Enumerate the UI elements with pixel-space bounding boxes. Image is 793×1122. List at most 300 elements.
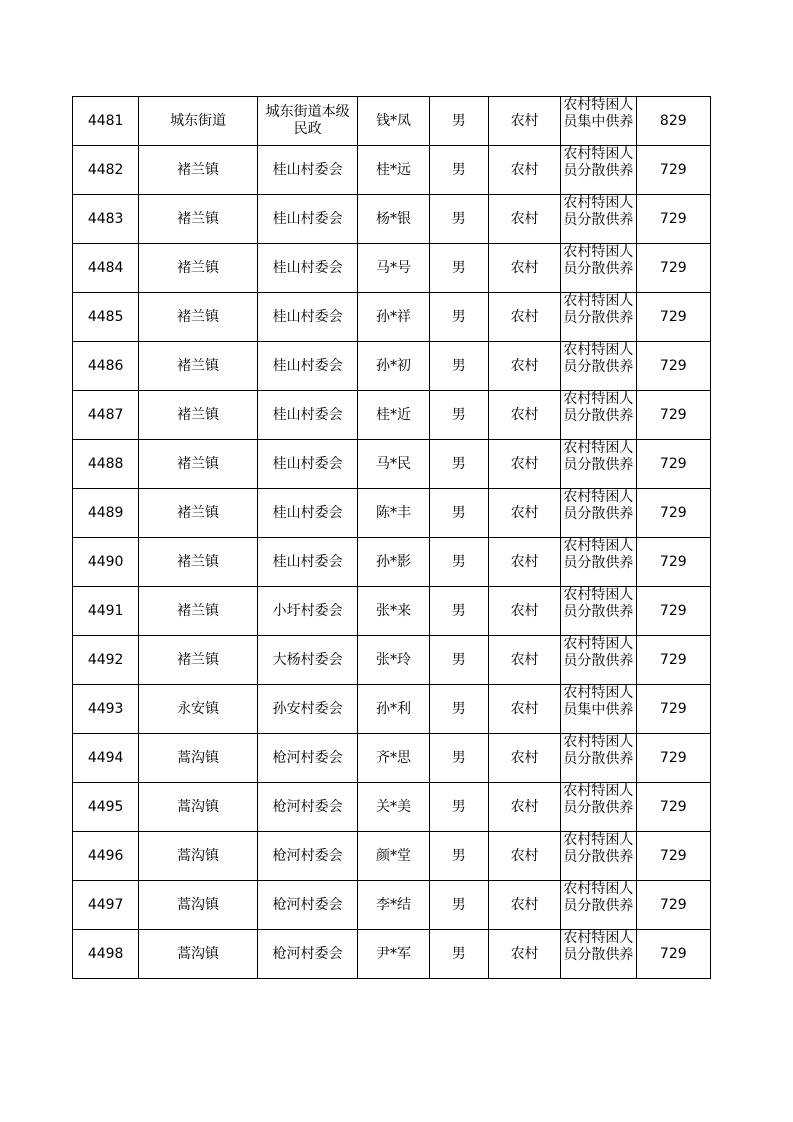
cell-support-type — [561, 391, 636, 440]
cell-amount — [636, 440, 710, 489]
cell-unit-text: 孙安村委会 — [272, 700, 343, 717]
cell-support-type — [561, 342, 636, 391]
cell-town-text: 褚兰镇 — [177, 210, 220, 227]
cell-sex — [429, 734, 488, 783]
cell-area-text: 农村 — [510, 455, 539, 472]
cell-unit-text: 桂山村委会 — [272, 504, 343, 521]
cell-amount-text: 729 — [659, 406, 687, 423]
cell-sex — [429, 489, 488, 538]
cell-person-name-text: 马*民 — [375, 455, 411, 472]
cell-unit — [257, 734, 357, 783]
cell-serial-number-text: 4481 — [87, 112, 124, 129]
cell-person-name-text: 马*号 — [375, 259, 411, 276]
cell-unit-text: 桂山村委会 — [272, 406, 343, 423]
cell-person-name-text: 陈*丰 — [375, 504, 411, 521]
cell-serial-number-text: 4496 — [87, 847, 124, 864]
cell-unit — [257, 293, 357, 342]
cell-unit — [257, 636, 357, 685]
cell-area-text: 农村 — [510, 210, 539, 227]
cell-town-text: 褚兰镇 — [177, 259, 220, 276]
cell-person-name — [358, 538, 429, 587]
table-row — [73, 685, 711, 734]
cell-town — [139, 734, 258, 783]
cell-serial-number — [73, 881, 139, 930]
cell-support-type-text: 农村特困人员分散供养 — [563, 146, 634, 179]
cell-sex — [429, 244, 488, 293]
cell-unit — [257, 97, 357, 146]
cell-support-type — [561, 293, 636, 342]
cell-support-type-text: 农村特困人员分散供养 — [563, 734, 634, 767]
cell-area-text: 农村 — [510, 847, 539, 864]
cell-unit — [257, 685, 357, 734]
cell-area — [488, 391, 560, 440]
cell-sex-text: 男 — [451, 798, 466, 815]
cell-support-type — [561, 587, 636, 636]
cell-unit — [257, 587, 357, 636]
cell-amount-text: 729 — [659, 504, 687, 521]
cell-sex — [429, 146, 488, 195]
cell-support-type — [561, 930, 636, 979]
cell-support-type-text: 农村特困人员分散供养 — [563, 930, 634, 963]
cell-town-text: 蒿沟镇 — [177, 798, 220, 815]
cell-person-name — [358, 832, 429, 881]
cell-person-name-text: 孙*影 — [375, 553, 411, 570]
cell-sex — [429, 783, 488, 832]
cell-amount — [636, 342, 710, 391]
cell-person-name-text: 齐*思 — [375, 749, 411, 766]
cell-unit — [257, 195, 357, 244]
cell-serial-number-text: 4492 — [87, 651, 124, 668]
cell-support-type — [561, 244, 636, 293]
cell-support-type — [561, 146, 636, 195]
cell-unit — [257, 930, 357, 979]
cell-town — [139, 244, 258, 293]
cell-town-text: 蒿沟镇 — [177, 749, 220, 766]
cell-support-type-text: 农村特困人员分散供养 — [563, 391, 634, 424]
cell-person-name-text: 李*结 — [375, 896, 411, 913]
cell-person-name — [358, 881, 429, 930]
cell-amount-text: 729 — [659, 161, 687, 178]
cell-sex-text: 男 — [451, 847, 466, 864]
cell-amount-text: 729 — [659, 749, 687, 766]
cell-sex-text: 男 — [451, 749, 466, 766]
cell-sex-text: 男 — [451, 651, 466, 668]
cell-person-name — [358, 587, 429, 636]
cell-serial-number — [73, 293, 139, 342]
cell-person-name-text: 孙*初 — [375, 357, 411, 374]
cell-person-name — [358, 930, 429, 979]
cell-support-type-text: 农村特困人员集中供养 — [563, 685, 634, 718]
cell-town-text: 褚兰镇 — [177, 406, 220, 423]
cell-serial-number — [73, 685, 139, 734]
cell-serial-number-text: 4490 — [87, 553, 124, 570]
cell-person-name-text: 桂*远 — [375, 161, 411, 178]
cell-serial-number — [73, 636, 139, 685]
cell-serial-number — [73, 97, 139, 146]
table-row — [73, 293, 711, 342]
table-row — [73, 146, 711, 195]
cell-area — [488, 783, 560, 832]
cell-area — [488, 881, 560, 930]
cell-support-type — [561, 881, 636, 930]
cell-town-text: 褚兰镇 — [177, 602, 220, 619]
cell-area-text: 农村 — [510, 945, 539, 962]
cell-support-type — [561, 832, 636, 881]
table-row — [73, 440, 711, 489]
cell-area-text: 农村 — [510, 798, 539, 815]
cell-serial-number-text: 4488 — [87, 455, 124, 472]
cell-person-name — [358, 97, 429, 146]
cell-sex-text: 男 — [451, 700, 466, 717]
table-row — [73, 832, 711, 881]
cell-amount — [636, 734, 710, 783]
cell-town-text: 褚兰镇 — [177, 308, 220, 325]
cell-serial-number-text: 4489 — [87, 504, 124, 521]
cell-town — [139, 440, 258, 489]
cell-unit — [257, 881, 357, 930]
cell-unit — [257, 832, 357, 881]
cell-serial-number-text: 4491 — [87, 602, 124, 619]
cell-support-type-text: 农村特困人员分散供养 — [563, 881, 634, 914]
cell-amount-text: 729 — [659, 847, 687, 864]
cell-unit-text: 桂山村委会 — [272, 455, 343, 472]
cell-sex-text: 男 — [451, 259, 466, 276]
cell-support-type-text: 农村特困人员分散供养 — [563, 293, 634, 326]
cell-area-text: 农村 — [510, 161, 539, 178]
cell-amount — [636, 195, 710, 244]
cell-amount-text: 729 — [659, 798, 687, 815]
cell-person-name — [358, 685, 429, 734]
cell-amount — [636, 97, 710, 146]
cell-unit-text: 枪河村委会 — [272, 847, 343, 864]
cell-amount-text: 729 — [659, 896, 687, 913]
table-row — [73, 587, 711, 636]
cell-support-type-text: 农村特困人员分散供养 — [563, 783, 634, 816]
cell-support-type — [561, 636, 636, 685]
cell-person-name — [358, 391, 429, 440]
cell-serial-number-text: 4483 — [87, 210, 124, 227]
cell-unit — [257, 440, 357, 489]
cell-unit — [257, 244, 357, 293]
cell-area — [488, 685, 560, 734]
cell-sex-text: 男 — [451, 945, 466, 962]
cell-serial-number — [73, 440, 139, 489]
cell-support-type — [561, 685, 636, 734]
cell-amount — [636, 636, 710, 685]
cell-area-text: 农村 — [510, 749, 539, 766]
cell-sex-text: 男 — [451, 602, 466, 619]
cell-amount — [636, 244, 710, 293]
cell-support-type-text: 农村特困人员分散供养 — [563, 587, 634, 620]
cell-sex — [429, 587, 488, 636]
cell-person-name-text: 孙*祥 — [375, 308, 411, 325]
cell-support-type-text: 农村特困人员集中供养 — [563, 97, 634, 130]
cell-unit — [257, 538, 357, 587]
cell-area-text: 农村 — [510, 259, 539, 276]
cell-town — [139, 930, 258, 979]
cell-sex-text: 男 — [451, 896, 466, 913]
cell-amount-text: 829 — [659, 112, 687, 129]
cell-person-name-text: 张*玲 — [375, 651, 411, 668]
cell-area-text: 农村 — [510, 553, 539, 570]
cell-town — [139, 97, 258, 146]
cell-unit-text: 桂山村委会 — [272, 308, 343, 325]
cell-area — [488, 195, 560, 244]
cell-amount — [636, 685, 710, 734]
cell-area-text: 农村 — [510, 406, 539, 423]
cell-sex — [429, 538, 488, 587]
cell-unit — [257, 783, 357, 832]
cell-town-text: 褚兰镇 — [177, 553, 220, 570]
cell-sex-text: 男 — [451, 357, 466, 374]
cell-amount — [636, 783, 710, 832]
cell-town — [139, 538, 258, 587]
cell-unit — [257, 391, 357, 440]
cell-area — [488, 636, 560, 685]
cell-amount — [636, 538, 710, 587]
table-row — [73, 734, 711, 783]
cell-area-text: 农村 — [510, 504, 539, 521]
cell-unit-text: 桂山村委会 — [272, 357, 343, 374]
cell-support-type-text: 农村特困人员分散供养 — [563, 244, 634, 277]
cell-amount-text: 729 — [659, 651, 687, 668]
cell-sex — [429, 636, 488, 685]
cell-town — [139, 293, 258, 342]
cell-amount — [636, 832, 710, 881]
cell-unit-text: 大杨村委会 — [272, 651, 343, 668]
cell-area-text: 农村 — [510, 357, 539, 374]
cell-unit-text: 枪河村委会 — [272, 798, 343, 815]
cell-town — [139, 146, 258, 195]
cell-amount-text: 729 — [659, 210, 687, 227]
cell-area — [488, 930, 560, 979]
cell-area-text: 农村 — [510, 651, 539, 668]
cell-support-type-text: 农村特困人员分散供养 — [563, 195, 634, 228]
cell-person-name-text: 尹*军 — [375, 945, 411, 962]
cell-serial-number-text: 4494 — [87, 749, 124, 766]
cell-serial-number-text: 4485 — [87, 308, 124, 325]
table-row — [73, 342, 711, 391]
cell-town — [139, 636, 258, 685]
cell-serial-number-text: 4497 — [87, 896, 124, 913]
cell-sex-text: 男 — [451, 210, 466, 227]
cell-serial-number — [73, 244, 139, 293]
cell-person-name-text: 杨*银 — [375, 210, 411, 227]
cell-area — [488, 587, 560, 636]
cell-serial-number-text: 4486 — [87, 357, 124, 374]
cell-sex-text: 男 — [451, 406, 466, 423]
cell-person-name — [358, 783, 429, 832]
cell-sex — [429, 97, 488, 146]
cell-town-text: 褚兰镇 — [177, 161, 220, 178]
cell-area — [488, 440, 560, 489]
table-row — [73, 97, 711, 146]
cell-sex-text: 男 — [451, 112, 466, 129]
cell-town — [139, 195, 258, 244]
cell-amount — [636, 489, 710, 538]
cell-unit — [257, 342, 357, 391]
cell-area-text: 农村 — [510, 308, 539, 325]
cell-support-type — [561, 489, 636, 538]
cell-serial-number — [73, 195, 139, 244]
cell-amount-text: 729 — [659, 357, 687, 374]
cell-serial-number — [73, 391, 139, 440]
cell-town — [139, 342, 258, 391]
cell-unit-text: 桂山村委会 — [272, 259, 343, 276]
cell-person-name-text: 桂*近 — [375, 406, 411, 423]
cell-area — [488, 244, 560, 293]
cell-town — [139, 832, 258, 881]
cell-sex — [429, 440, 488, 489]
cell-area-text: 农村 — [510, 700, 539, 717]
cell-town-text: 褚兰镇 — [177, 357, 220, 374]
cell-town-text: 永安镇 — [177, 700, 220, 717]
cell-support-type — [561, 195, 636, 244]
cell-area-text: 农村 — [510, 112, 539, 129]
cell-sex-text: 男 — [451, 161, 466, 178]
table-row — [73, 881, 711, 930]
cell-serial-number — [73, 489, 139, 538]
cell-person-name — [358, 440, 429, 489]
cell-amount-text: 729 — [659, 259, 687, 276]
cell-support-type-text: 农村特困人员分散供养 — [563, 489, 634, 522]
cell-amount-text: 729 — [659, 945, 687, 962]
cell-town — [139, 587, 258, 636]
table-row — [73, 195, 711, 244]
cell-unit-text: 小圩村委会 — [272, 602, 343, 619]
cell-sex — [429, 832, 488, 881]
cell-serial-number — [73, 832, 139, 881]
cell-area-text: 农村 — [510, 602, 539, 619]
cell-serial-number-text: 4493 — [87, 700, 124, 717]
cell-unit-text: 枪河村委会 — [272, 945, 343, 962]
cell-unit-text: 枪河村委会 — [272, 896, 343, 913]
cell-serial-number-text: 4484 — [87, 259, 124, 276]
cell-serial-number — [73, 538, 139, 587]
cell-town-text: 褚兰镇 — [177, 455, 220, 472]
cell-area — [488, 146, 560, 195]
cell-serial-number — [73, 342, 139, 391]
cell-support-type — [561, 783, 636, 832]
roster-table — [72, 96, 711, 979]
cell-town-text: 褚兰镇 — [177, 651, 220, 668]
cell-person-name — [358, 146, 429, 195]
cell-person-name — [358, 342, 429, 391]
cell-unit-text: 桂山村委会 — [272, 161, 343, 178]
cell-sex-text: 男 — [451, 455, 466, 472]
cell-person-name-text: 张*来 — [375, 602, 411, 619]
cell-sex — [429, 342, 488, 391]
roster-body — [73, 97, 711, 979]
table-row — [73, 391, 711, 440]
cell-person-name-text: 孙*利 — [375, 700, 411, 717]
cell-amount — [636, 587, 710, 636]
cell-area — [488, 832, 560, 881]
cell-sex-text: 男 — [451, 504, 466, 521]
cell-sex — [429, 881, 488, 930]
cell-amount-text: 729 — [659, 455, 687, 472]
cell-unit — [257, 146, 357, 195]
cell-serial-number-text: 4482 — [87, 161, 124, 178]
cell-unit-text: 枪河村委会 — [272, 749, 343, 766]
cell-sex — [429, 930, 488, 979]
cell-area — [488, 734, 560, 783]
cell-person-name — [358, 734, 429, 783]
cell-town-text: 蒿沟镇 — [177, 896, 220, 913]
cell-serial-number — [73, 587, 139, 636]
cell-amount-text: 729 — [659, 308, 687, 325]
cell-support-type — [561, 538, 636, 587]
cell-amount — [636, 146, 710, 195]
cell-sex-text: 男 — [451, 553, 466, 570]
cell-support-type-text: 农村特困人员分散供养 — [563, 538, 634, 571]
cell-serial-number — [73, 930, 139, 979]
cell-sex — [429, 293, 488, 342]
cell-unit-text: 桂山村委会 — [272, 553, 343, 570]
cell-person-name — [358, 195, 429, 244]
cell-amount — [636, 930, 710, 979]
cell-town — [139, 881, 258, 930]
table-row — [73, 930, 711, 979]
cell-amount — [636, 881, 710, 930]
cell-town-text: 蒿沟镇 — [177, 847, 220, 864]
cell-person-name — [358, 293, 429, 342]
cell-town — [139, 783, 258, 832]
cell-person-name — [358, 244, 429, 293]
cell-area — [488, 293, 560, 342]
cell-support-type — [561, 440, 636, 489]
cell-person-name — [358, 489, 429, 538]
cell-support-type — [561, 734, 636, 783]
cell-amount — [636, 391, 710, 440]
cell-serial-number — [73, 783, 139, 832]
cell-person-name-text: 颜*堂 — [375, 847, 411, 864]
cell-person-name-text: 钱*凤 — [375, 112, 411, 129]
cell-serial-number-text: 4487 — [87, 406, 124, 423]
cell-support-type — [561, 97, 636, 146]
cell-town-text: 褚兰镇 — [177, 504, 220, 521]
cell-area-text: 农村 — [510, 896, 539, 913]
cell-sex — [429, 195, 488, 244]
cell-serial-number — [73, 734, 139, 783]
cell-area — [488, 342, 560, 391]
cell-town — [139, 391, 258, 440]
cell-support-type-text: 农村特困人员分散供养 — [563, 636, 634, 669]
table-row — [73, 636, 711, 685]
cell-amount-text: 729 — [659, 553, 687, 570]
cell-town — [139, 685, 258, 734]
cell-unit-text: 桂山村委会 — [272, 210, 343, 227]
cell-area — [488, 489, 560, 538]
cell-area — [488, 97, 560, 146]
cell-person-name — [358, 636, 429, 685]
cell-amount-text: 729 — [659, 700, 687, 717]
cell-town-text: 城东街道 — [170, 112, 227, 129]
cell-town-text: 蒿沟镇 — [177, 945, 220, 962]
cell-serial-number-text: 4495 — [87, 798, 124, 815]
cell-sex-text: 男 — [451, 308, 466, 325]
cell-area — [488, 538, 560, 587]
table-row — [73, 489, 711, 538]
cell-serial-number-text: 4498 — [87, 945, 124, 962]
cell-support-type-text: 农村特困人员分散供养 — [563, 342, 634, 375]
cell-town — [139, 489, 258, 538]
cell-amount — [636, 293, 710, 342]
cell-sex — [429, 685, 488, 734]
cell-unit-text: 城东街道本级民政 — [265, 104, 350, 137]
table-row — [73, 244, 711, 293]
cell-support-type-text: 农村特困人员分散供养 — [563, 440, 634, 473]
